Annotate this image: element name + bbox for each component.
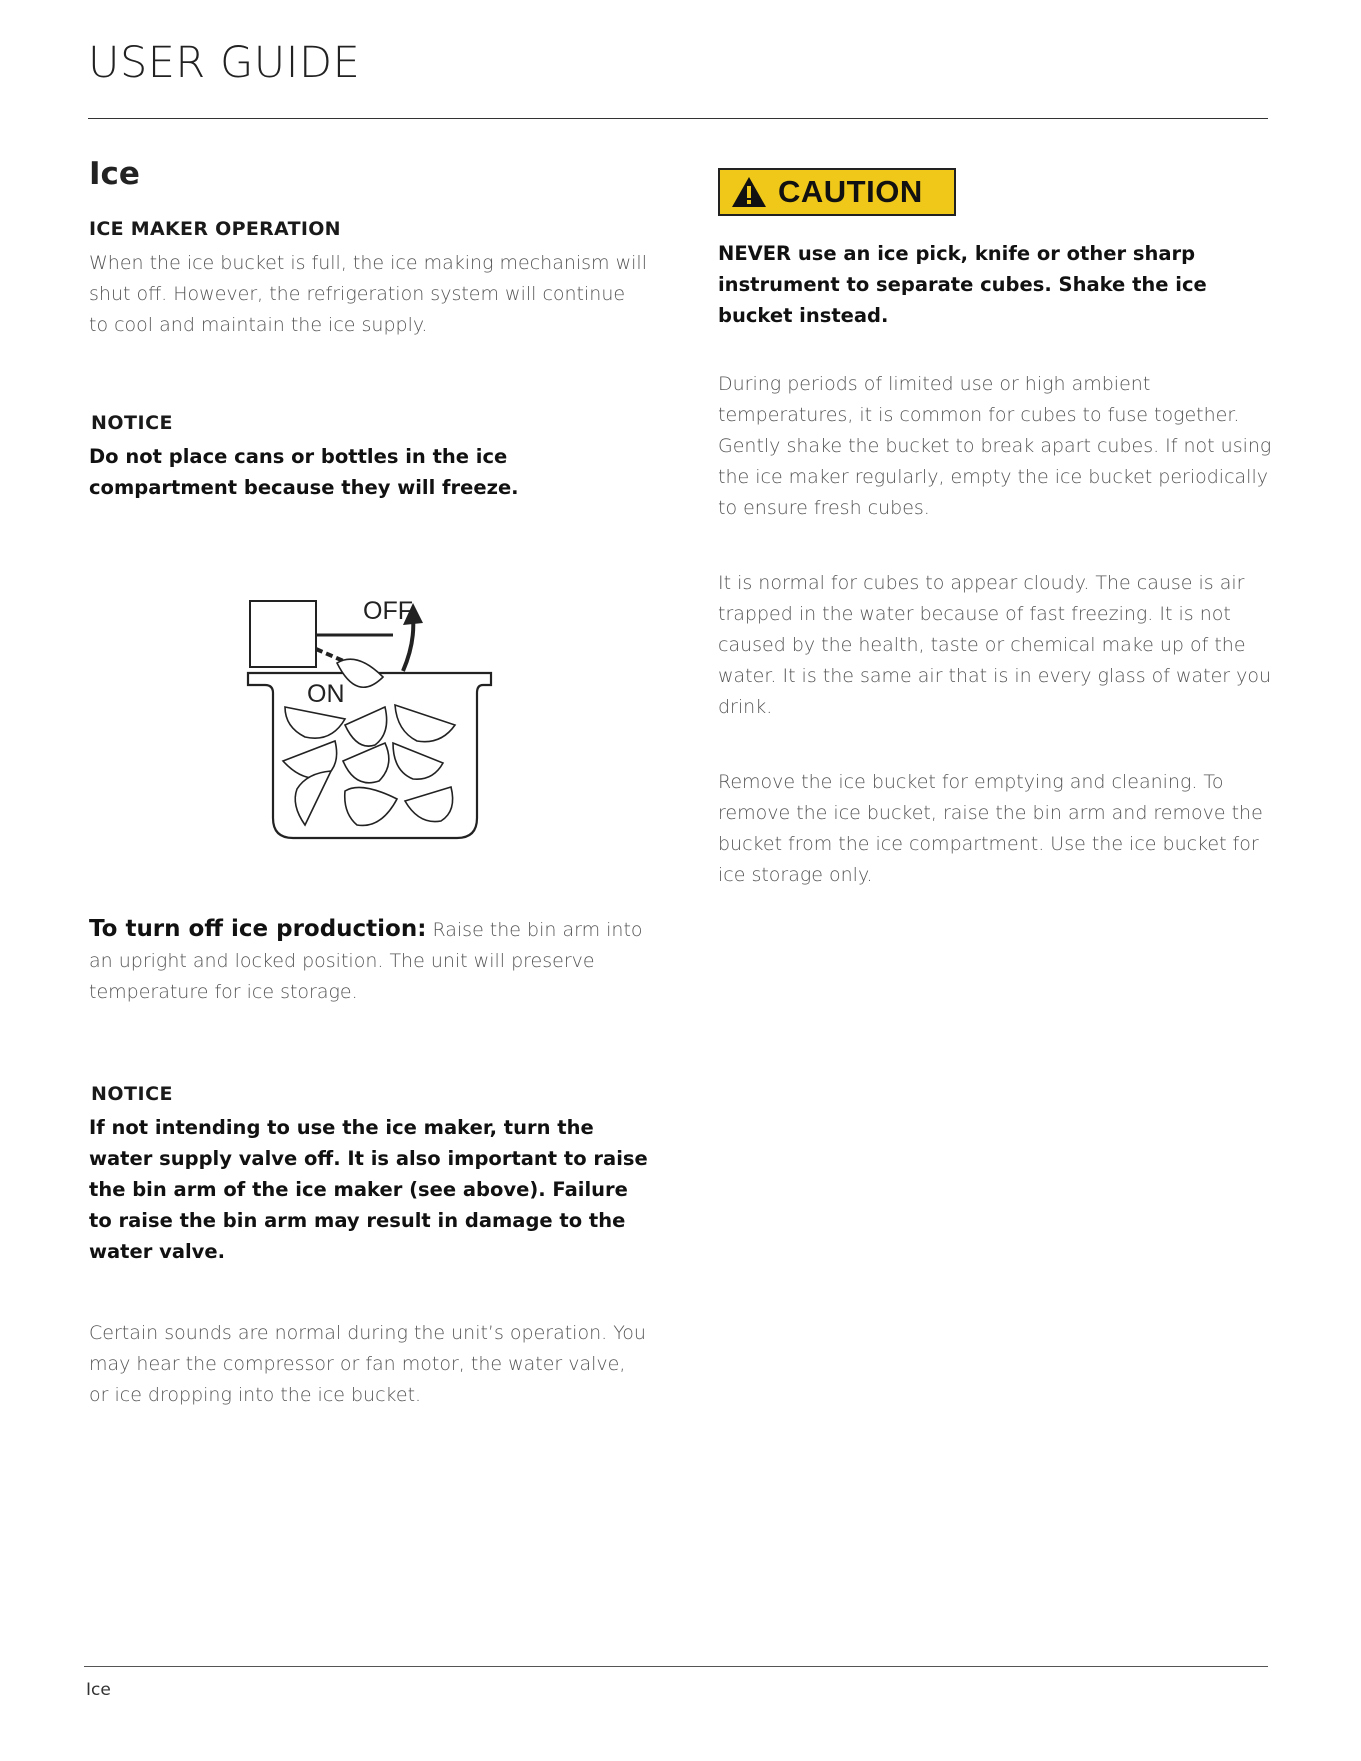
left-column — [89, 150, 649, 503]
notice-block-cans — [89, 409, 649, 503]
notice-text-water-valve: If not intending to use the ice maker, turn the water supply valve off. It is also important to raise the bin arm of the ice maker (see above). Failure to raise the bin arm may result in damage to the water valve. — [89, 1116, 648, 1263]
footer-section-label: Ice — [86, 1680, 111, 1700]
turn-off-block — [89, 914, 649, 1008]
ice-maker-operation-heading: ICE MAKER OPERATION — [89, 218, 341, 240]
notice-label: NOTICE — [91, 1083, 174, 1105]
notice-text-cans: Do not place cans or bottles in the ice compartment because they will freeze. — [89, 445, 519, 499]
page-title: USER GUIDE — [88, 38, 361, 88]
notice-label: NOTICE — [91, 412, 174, 434]
turn-off-text — [89, 914, 649, 1008]
section-title: Ice — [89, 156, 140, 192]
right-column — [718, 168, 1278, 891]
off-label: OFF — [363, 597, 413, 625]
bin-arm-illustration — [245, 593, 495, 853]
header-divider — [88, 118, 1268, 119]
footer-divider — [84, 1666, 1268, 1667]
sounds-text: Certain sounds are normal during the unit’s operation. You may hear the compressor or fan motor, the water valve, or ice dropping into the ice bucket. — [89, 1322, 646, 1406]
ice-maker-intro-text: When the ice bucket is full, the ice making mechanism will shut off. However, the refrigeration system will continue to cool and maintain the ice supply. — [89, 252, 647, 336]
ice-maker-bin-arm-diagram — [245, 593, 495, 853]
caution-banner — [718, 168, 956, 216]
notice-block-water-valve — [89, 1080, 649, 1267]
cloudy-cubes-text: It is normal for cubes to appear cloudy. The cause is air trapped in the water because of fast freezing. It is not caused by the health, taste or chemical make up of the water. It is the same air that is in every glass of water you drink. — [718, 572, 1272, 718]
remove-bucket-text: Remove the ice bucket for emptying and cleaning. To remove the ice bucket, raise the bin arm and remove the bucket from the ice compartment. Use the ice bucket for ice storage only. — [718, 771, 1263, 886]
caution-label: CAUTION — [778, 174, 923, 209]
caution-text: NEVER use an ice pick, knife or other sharp instrument to separate cubes. Shake the ice bucket instead. — [718, 242, 1207, 327]
turn-off-lead: To turn off ice production: — [89, 916, 427, 942]
on-label: ON — [307, 680, 345, 708]
sounds-block — [89, 1318, 649, 1411]
turn-off-body: Raise the bin arm into an upright and locked position. The unit will preserve temperature for ice storage. — [89, 919, 643, 1003]
fused-cubes-text: During periods of limited use or high ambient temperatures, it is common for cubes to fuse together. Gently shake the bucket to break apart cubes. If not using the ice maker regularly, empty the ice bucket periodically to ensure fresh cubes. — [718, 373, 1272, 519]
warning-triangle-icon — [730, 175, 768, 209]
